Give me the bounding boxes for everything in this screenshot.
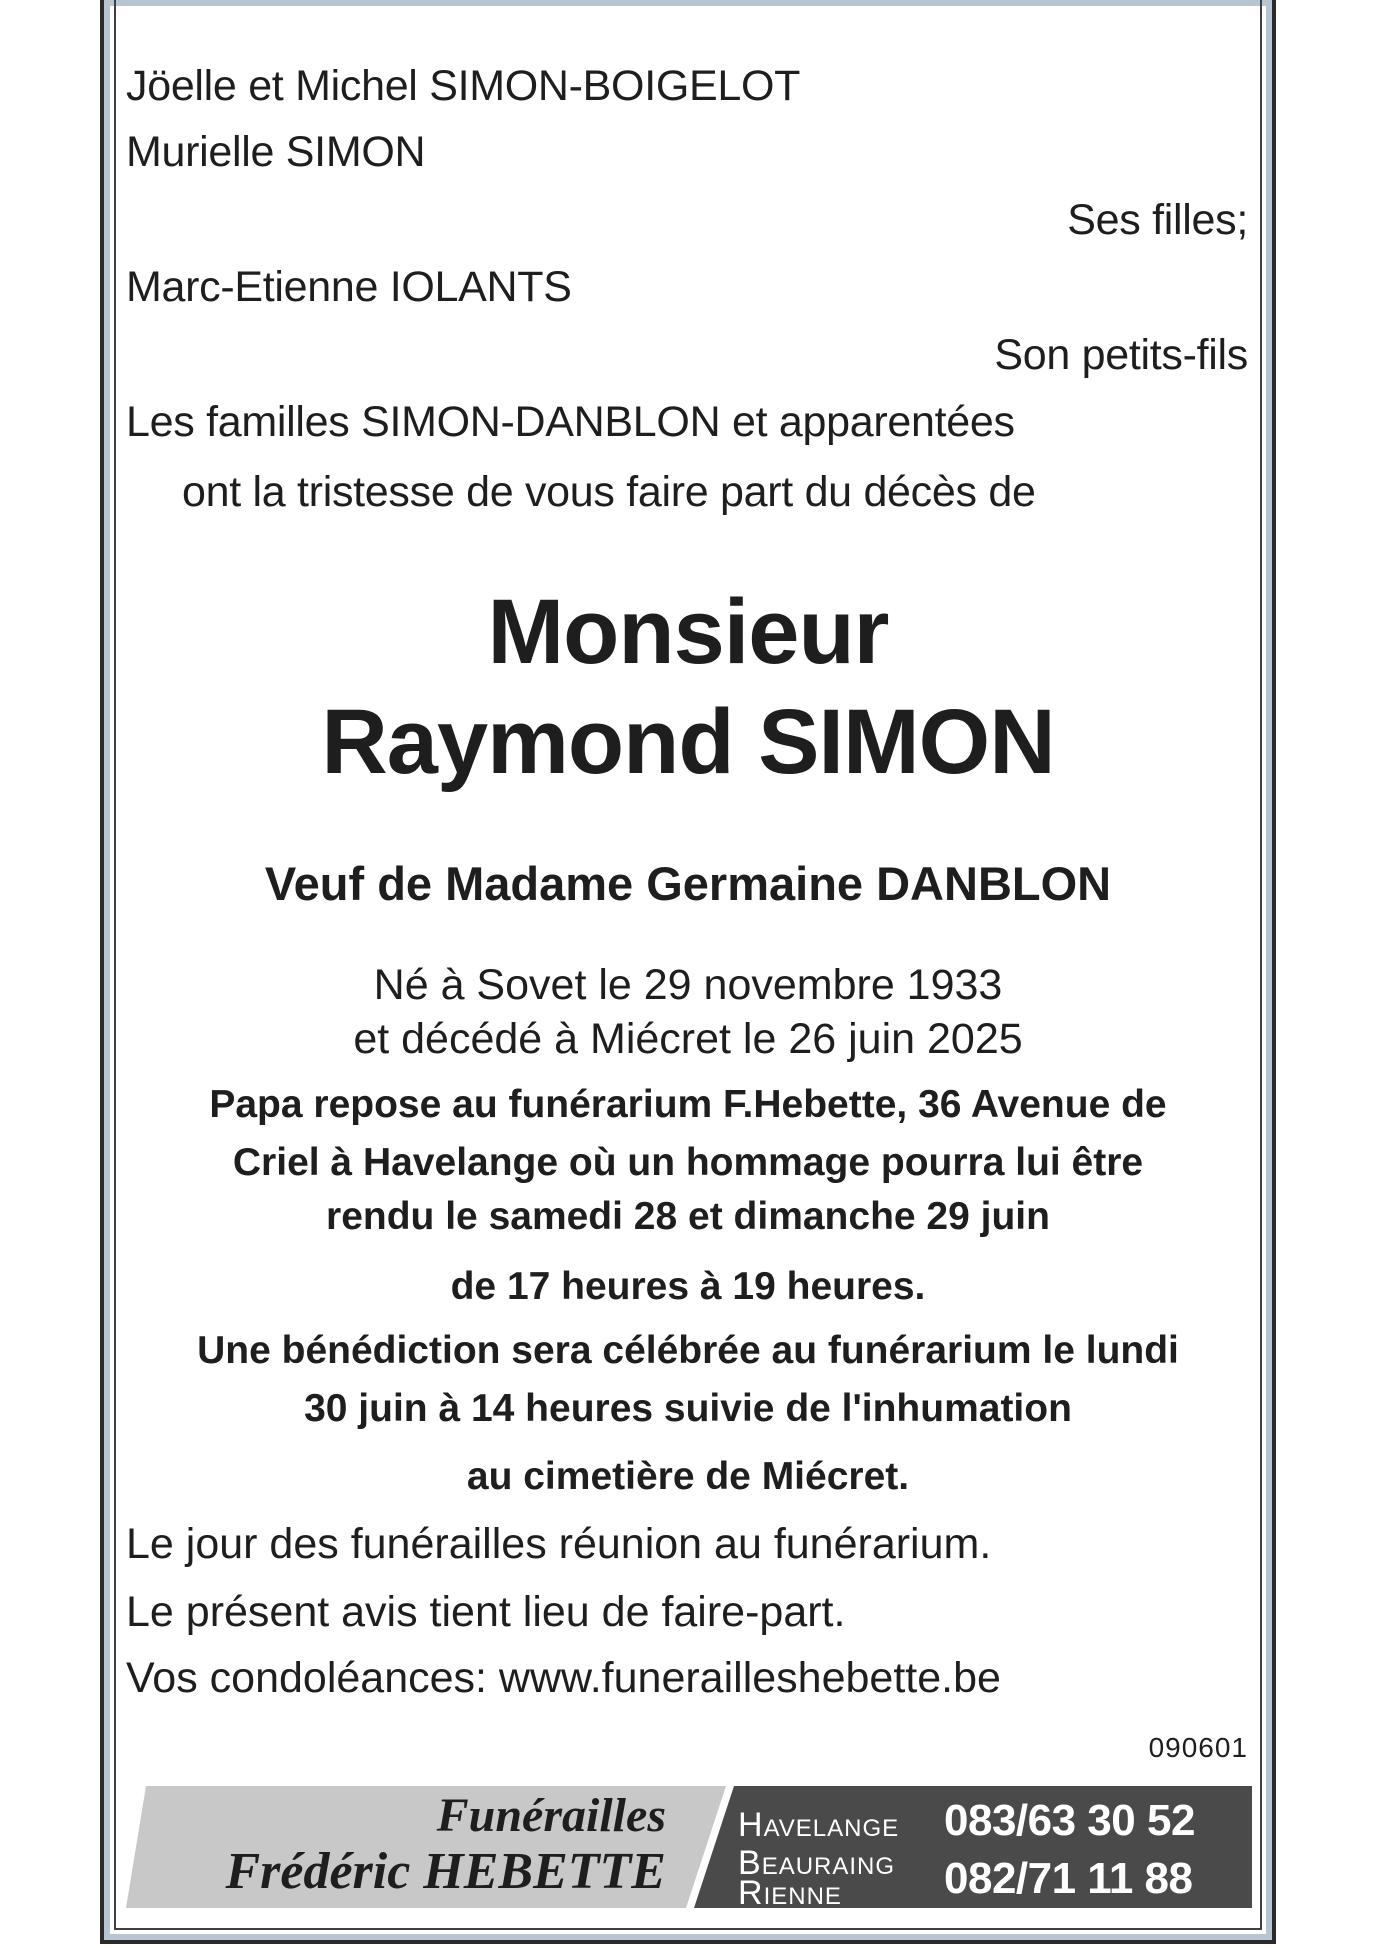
notice-note: Le présent avis tient lieu de faire-part. [126,1588,846,1636]
family-line-4: Les familles SIMON-DANBLON et apparentées [126,398,1015,446]
announcement-line: ont la tristesse de vous faire part du décès de [182,468,1036,516]
condolences-note: Vos condoléances: www.funerailleshebette.be [126,1654,1001,1702]
details-line-1: Papa repose au funérarium F.Hebette, 36 Avenue de [209,1083,1167,1126]
phone-havelange: 083/63 30 52 [944,1796,1195,1845]
family-line-3: Marc-Etienne IOLANTS [126,263,572,311]
location-rienne: RIENNE [738,1874,842,1912]
details-line-7: au cimetière de Miécret. [466,1455,910,1498]
brand-line-2: Frédéric HEBETTE [225,1843,666,1900]
reference-number: 090601 [1148,1732,1248,1763]
death-line: et décédé à Miécret le 26 juin 2025 [353,1015,1023,1063]
deceased-name: Raymond SIMON [321,691,1055,793]
brand-line-1: Funérailles [436,1789,666,1842]
phone-beauraing: 082/71 11 88 [944,1854,1193,1903]
location-beauraing: BEAURAING [738,1844,896,1882]
details-line-3: rendu le samedi 28 et dimanche 29 juin [326,1195,1050,1238]
details-line-4: de 17 heures à 19 heures. [450,1265,926,1308]
funeral-home-banner [126,1778,1252,1910]
details-line-6: 30 juin à 14 heures suivie de l'inhumation [304,1387,1072,1430]
details-line-5: Une bénédiction sera célébrée au funérarium le lundi [197,1329,1179,1372]
grandson-label: Son petits-fils [994,331,1248,379]
widower-line: Veuf de Madame Germaine DANBLON [264,857,1112,910]
meeting-note: Le jour des funérailles réunion au funérarium. [126,1520,992,1568]
daughters-label: Ses filles; [1067,196,1248,244]
details-line-2: Criel à Havelange où un hommage pourra lui être [232,1141,1144,1184]
birth-line: Né à Sovet le 29 novembre 1933 [373,961,1003,1009]
family-line-1: Jöelle et Michel SIMON-BOIGELOT [126,62,801,110]
family-line-2: Murielle SIMON [126,128,426,176]
location-havelange: HAVELANGE [738,1806,900,1844]
deceased-title: Monsieur [487,581,889,683]
